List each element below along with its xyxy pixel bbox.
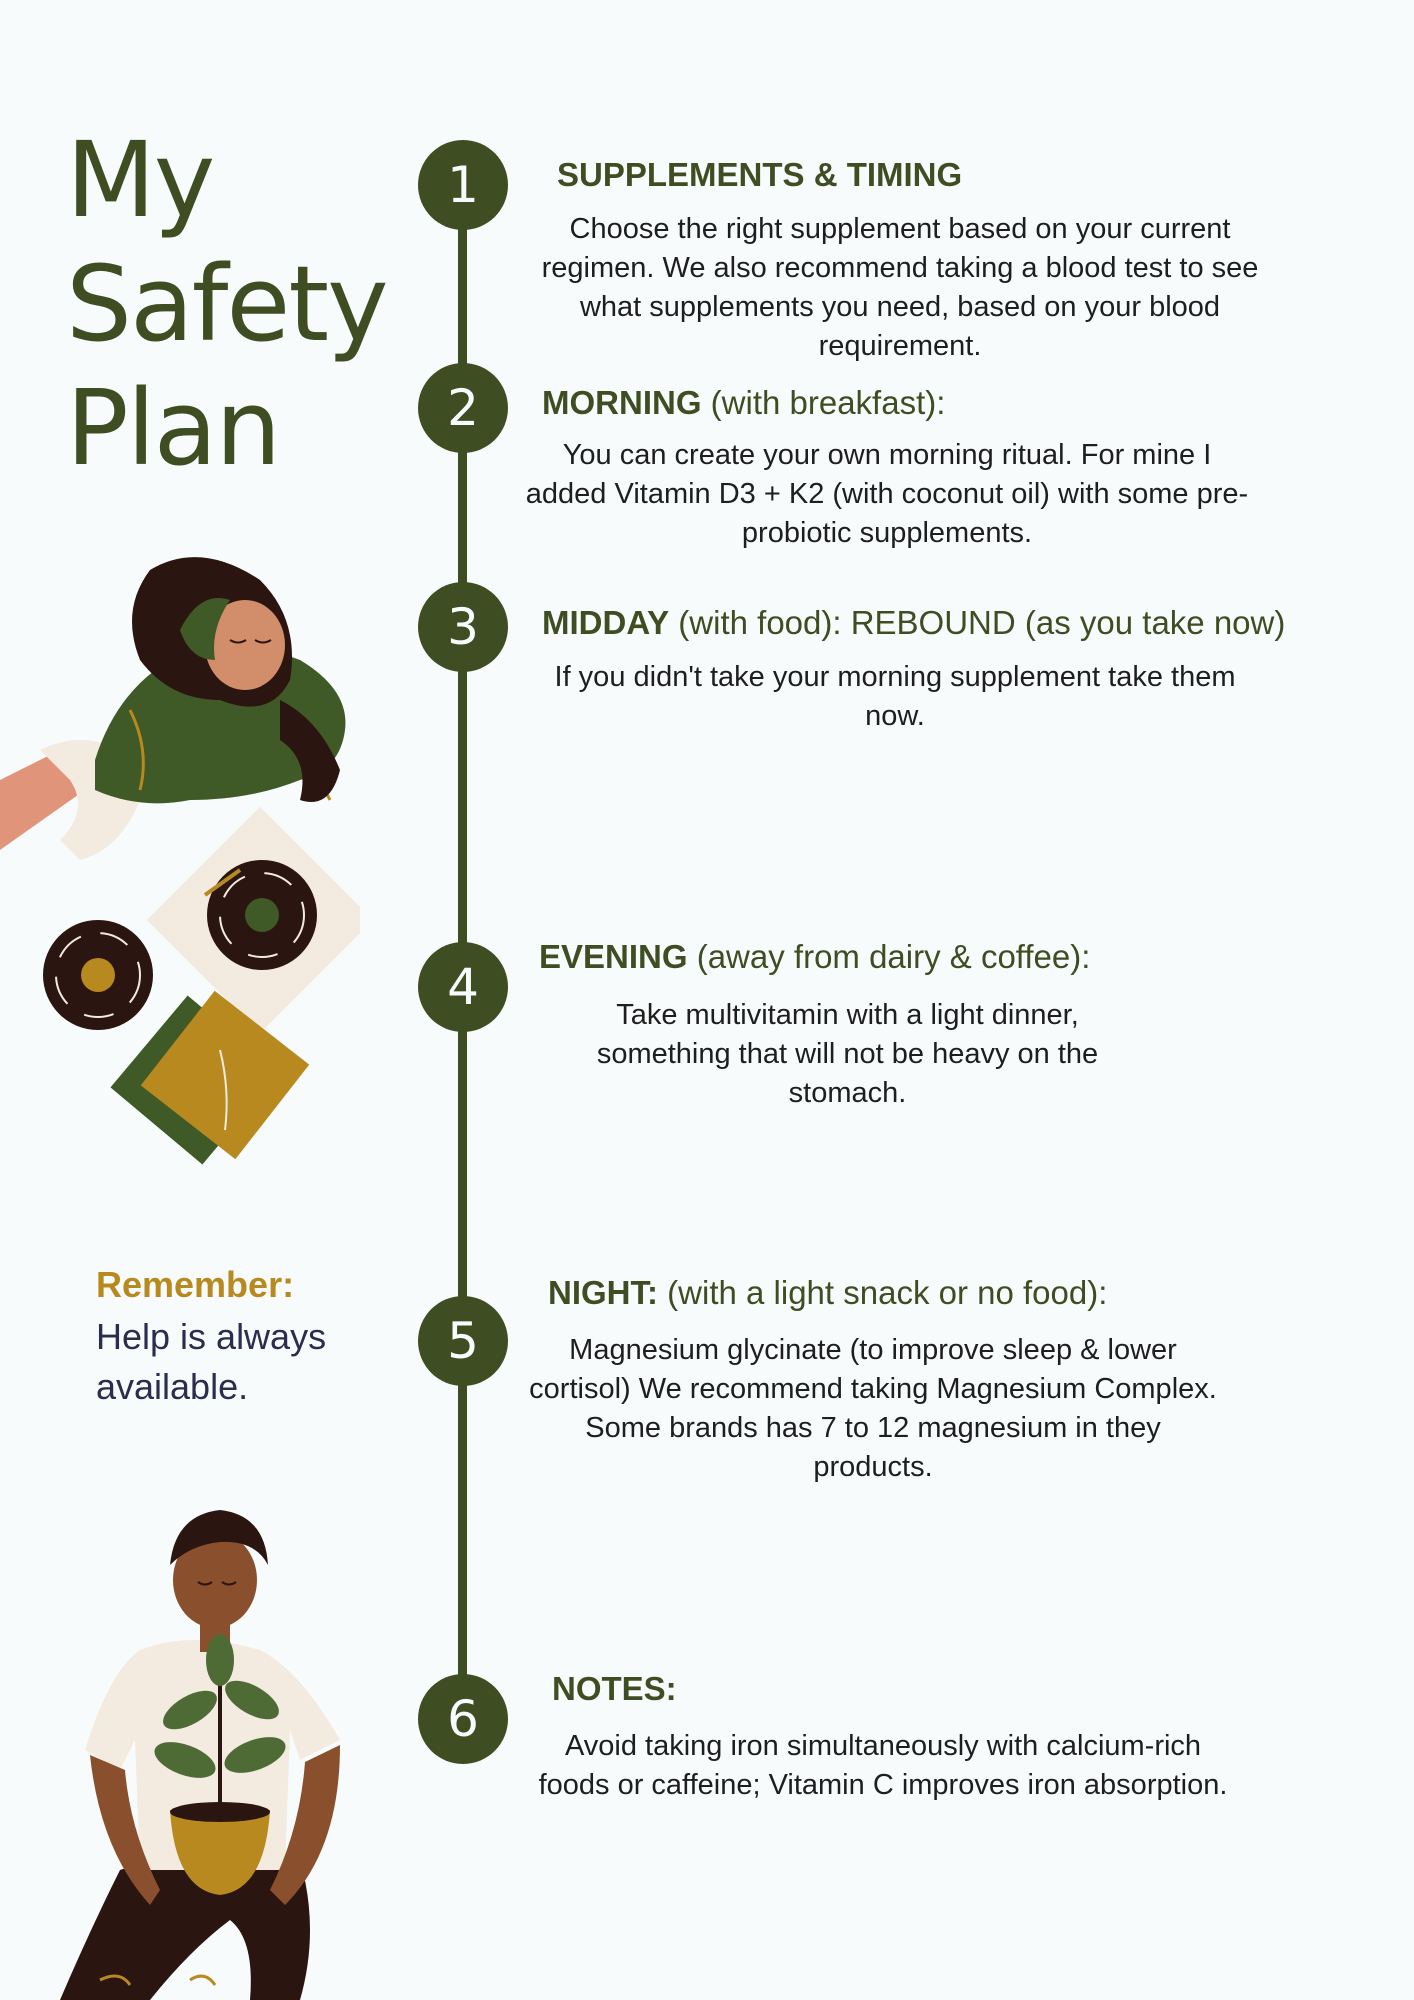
step-1-body: Choose the right supplement based on your current regimen. We also recommend taking a blood test to see what supplements you need, based on your blood requirement.	[541, 213, 1259, 362]
step-5-number: 5	[418, 1296, 508, 1386]
step-3-number: 3	[418, 582, 508, 672]
step-5-body: Magnesium glycinate (to improve sleep & lower cortisol) We recommend taking Magnesium Complex. Some brands has 7 to 12 magnesium in they products.	[529, 1334, 1217, 1483]
step-6-number: 6	[418, 1674, 508, 1764]
step-2-heading-bold: MORNING	[542, 384, 702, 421]
woman-lying-illustration	[0, 550, 360, 1170]
step-5-heading-bold: NIGHT:	[548, 1274, 658, 1311]
step-3-heading	[542, 604, 1285, 642]
step-2-number: 2	[418, 363, 508, 453]
step-2-heading	[542, 384, 945, 422]
step-1-heading	[557, 156, 962, 194]
step-3-heading-light: (with food): REBOUND (as you take now)	[669, 604, 1286, 641]
title-line-3: Plan	[66, 367, 280, 489]
step-2-heading-light: (with breakfast):	[701, 384, 946, 421]
remember-heading: Remember:	[96, 1264, 295, 1305]
title-line-1: My	[66, 119, 214, 241]
step-1-number: 1	[418, 140, 508, 230]
step-5-heading	[548, 1274, 1107, 1312]
step-4-heading	[539, 938, 1090, 976]
remember-block	[96, 1264, 396, 1412]
remember-text: Help is always available.	[96, 1316, 327, 1407]
step-4-heading-light: (away from dairy & coffee):	[687, 938, 1091, 975]
step-4-heading-bold: EVENING	[539, 938, 688, 975]
person-with-plant-illustration	[40, 1510, 360, 2000]
step-1-heading-bold: SUPPLEMENTS & TIMING	[557, 156, 963, 193]
title-line-2: Safety	[66, 243, 387, 365]
step-3-heading-bold: MIDDAY	[542, 604, 670, 641]
step-3-body: If you didn't take your morning supplement take them now.	[554, 661, 1236, 732]
step-4-number: 4	[418, 942, 508, 1032]
step-6-heading	[552, 1670, 677, 1708]
step-6-heading-bold: NOTES:	[552, 1670, 677, 1707]
step-5-heading-light: (with a light snack or no food):	[658, 1274, 1108, 1311]
step-4-body: Take multivitamin with a light dinner, something that will not be heavy on the stomach.	[596, 999, 1099, 1109]
step-6-body: Avoid taking iron simultaneously with calcium-rich foods or caffeine; Vitamin C improves iron absorption.	[538, 1730, 1228, 1801]
page-title	[66, 118, 387, 490]
step-2-body: You can create your own morning ritual. For mine I added Vitamin D3 + K2 (with coconut oil) with some pre-probiotic supplements.	[525, 439, 1249, 549]
